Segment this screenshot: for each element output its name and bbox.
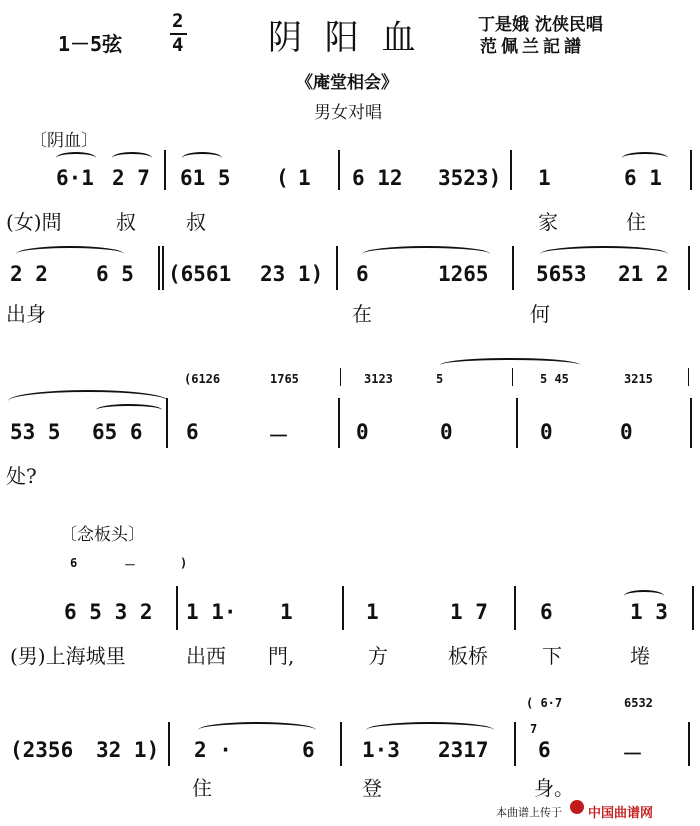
- note-group: 53 5: [10, 420, 61, 444]
- lyric: 門,: [268, 644, 295, 668]
- lyric: 叔: [116, 210, 136, 234]
- note-group: 6: [540, 600, 553, 624]
- performers-credit: 丁是娥 沈侠民唱: [478, 15, 603, 35]
- lyric: 埢: [630, 644, 650, 668]
- section-bracket: 〔念板头〕: [60, 525, 145, 545]
- lyric: 住: [626, 210, 646, 234]
- section-bracket: 〔阴血〕: [30, 131, 98, 151]
- note-group: －: [622, 742, 643, 766]
- note-group: 5653: [536, 262, 587, 286]
- slur: [112, 152, 152, 164]
- page-title: 阴 阳 血: [268, 18, 422, 58]
- note-group: 1: [298, 166, 311, 190]
- lyric: (男)上海城里: [10, 644, 126, 668]
- slur: [440, 358, 580, 372]
- note-group: 1: [538, 166, 551, 190]
- note-group: 32 1): [96, 738, 160, 762]
- slur: [96, 404, 162, 416]
- transcriber-credit: 范佩兰記譜: [480, 37, 585, 57]
- slur: [362, 246, 490, 262]
- accompaniment-notes: (6126: [184, 372, 221, 386]
- accompaniment-notes: 6532: [624, 696, 653, 710]
- lyric: 出身: [6, 302, 46, 326]
- lyric: 下: [542, 644, 562, 668]
- lyric: 叔: [186, 210, 206, 234]
- note-group: 1: [366, 600, 379, 624]
- note-group: 6 1: [624, 166, 662, 190]
- bar-line: [690, 398, 692, 448]
- lyric: 方: [368, 644, 388, 668]
- accompaniment-notes: 5 45: [540, 372, 569, 386]
- slur: [540, 246, 668, 262]
- note-group: 6 5 3 2: [64, 600, 153, 624]
- note-group: 21 2: [618, 262, 669, 286]
- slur: [198, 722, 316, 738]
- accompaniment-notes: 5: [436, 372, 444, 386]
- note-group: 6: [356, 262, 369, 286]
- note-group: 2 2: [10, 262, 48, 286]
- note-group: 23 1): [260, 262, 324, 286]
- note-group: 2 7: [112, 166, 150, 190]
- slur: [622, 152, 668, 164]
- grace-note: 7: [530, 722, 538, 736]
- slur: [624, 590, 664, 602]
- slur: [56, 152, 96, 164]
- note-group: (2356: [10, 738, 74, 762]
- bar-line: [688, 368, 689, 386]
- note-group: 1·3: [362, 738, 400, 762]
- bar-line: [166, 398, 168, 448]
- note-group: 6 12: [352, 166, 403, 190]
- bar-line: [514, 586, 516, 630]
- lyric: 家: [538, 210, 558, 234]
- lyric: 处?: [6, 464, 37, 488]
- note-group: (6561: [168, 262, 232, 286]
- lyric: 身。: [534, 776, 574, 800]
- time-signature-numerator: 2: [172, 10, 184, 32]
- bar-line: [690, 150, 692, 190]
- note-group: 61 5: [180, 166, 231, 190]
- accompaniment-notes: 1765: [270, 372, 299, 386]
- site-logo-text[interactable]: 中国曲谱网: [588, 806, 654, 821]
- note-group: 0: [356, 420, 369, 444]
- slur: [182, 152, 222, 164]
- bar-line: [512, 246, 514, 290]
- bar-line: [510, 150, 512, 190]
- note-group: 6: [186, 420, 199, 444]
- lyric: 住: [192, 776, 212, 800]
- accompaniment-notes: 3123: [364, 372, 393, 386]
- note-group: 2317: [438, 738, 489, 762]
- opera-subtitle: 《庵堂相会》: [296, 73, 398, 93]
- note-group: 0: [620, 420, 633, 444]
- bar-line: [688, 246, 690, 290]
- bar-line: [162, 246, 164, 290]
- note-group: 1265: [438, 262, 489, 286]
- note-group: 1 7: [450, 600, 488, 624]
- note-group: 6: [302, 738, 315, 762]
- accompaniment-notes: ( 6·7: [526, 696, 563, 710]
- note-group: 6·1: [56, 166, 94, 190]
- lyric: 板桥: [448, 644, 488, 668]
- lyric: 在: [352, 302, 372, 326]
- lyric: 出西: [186, 644, 226, 668]
- slur: [16, 246, 124, 262]
- upload-note: 本曲谱上传于: [496, 806, 562, 819]
- note-group: 0: [440, 420, 453, 444]
- note-group: (: [276, 166, 289, 190]
- bar-line: [342, 586, 344, 630]
- bar-line: [338, 150, 340, 190]
- note-group: 3523): [438, 166, 502, 190]
- bar-line: [516, 398, 518, 448]
- note-group: 65 6: [92, 420, 143, 444]
- time-signature-denominator: 4: [172, 34, 184, 56]
- bar-line: [340, 368, 341, 386]
- bar-line: [688, 722, 690, 766]
- bar-line: [692, 586, 694, 630]
- note-group: 6: [538, 738, 551, 762]
- bar-line: [168, 722, 170, 766]
- bar-line: [176, 586, 178, 630]
- bar-line: [514, 722, 516, 766]
- bar-line: [164, 150, 166, 190]
- note-group: 0: [540, 420, 553, 444]
- note-group: 6 5: [96, 262, 134, 286]
- slur: [366, 722, 494, 738]
- accompaniment-notes: 3215: [624, 372, 653, 386]
- note-group: 1: [280, 600, 293, 624]
- performance-note: 男女对唱: [314, 103, 382, 123]
- accompaniment-notes: ): [180, 556, 188, 570]
- accompaniment-notes: －: [124, 558, 137, 572]
- note-group: 1 1·: [186, 600, 237, 624]
- bar-line: [512, 368, 513, 386]
- lyric: 登: [362, 776, 382, 800]
- note-group: 1 3: [630, 600, 668, 624]
- site-logo-icon: [570, 800, 584, 814]
- lyric: 何: [530, 302, 550, 326]
- accompaniment-notes: 6: [70, 556, 78, 570]
- lyric: (女)問: [6, 210, 62, 234]
- bar-line: [340, 722, 342, 766]
- note-group: 2 ·: [194, 738, 232, 762]
- key-signature: 1－5弦: [58, 32, 123, 56]
- note-group: －: [268, 424, 289, 448]
- bar-line: [336, 246, 338, 290]
- bar-line: [338, 398, 340, 448]
- bar-line: [158, 246, 160, 290]
